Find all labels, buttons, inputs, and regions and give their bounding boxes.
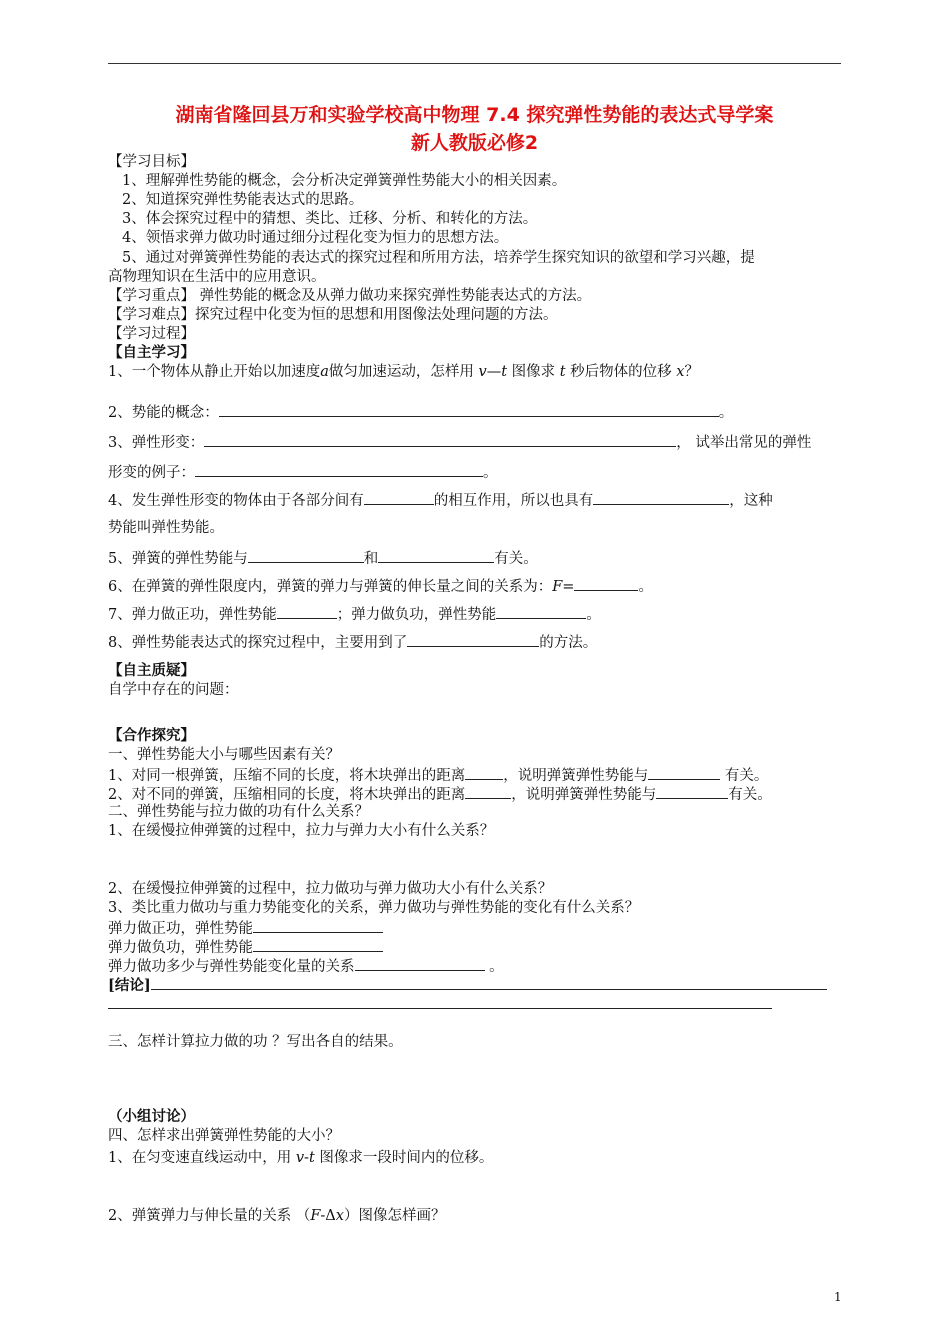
conclusion-line-2 bbox=[108, 994, 772, 1014]
negative-work-line: 弹力做负功，弹性势能 bbox=[108, 937, 383, 957]
cooperation-s1-q2: 2、对不同的弹簧，压缩相同的长度，将木块弹出的距离 ，说明弹簧弹性势能与 有关。 bbox=[108, 784, 772, 804]
self-study-heading: 【自主学习】 bbox=[108, 344, 195, 361]
self-study-q7: 7、弹力做正功，弹性势能 ；弹力做负功，弹性势能 。 bbox=[108, 604, 601, 624]
cooperation-s2-q1: 1、在缓慢拉伸弹簧的过程中，拉力与弹力大小有什么关系？ bbox=[108, 823, 495, 839]
goals-heading: 【学习目标】 bbox=[108, 154, 195, 170]
blank-line[interactable] bbox=[407, 632, 539, 647]
conclusion-blank[interactable] bbox=[108, 994, 772, 1009]
goal-item-4: 4、领悟求弹力做功时通过细分过程化变为恒力的思想方法。 bbox=[122, 230, 509, 246]
self-study-q6: 6、在弹簧的弹性限度内，弹簧的弹力与弹簧的伸长量之间的关系为：F= 。 bbox=[108, 576, 653, 596]
group-heading: （小组讨论） bbox=[108, 1108, 195, 1125]
page-number: 1 bbox=[834, 1290, 842, 1304]
blank-line[interactable] bbox=[656, 784, 728, 799]
self-question-heading: 【自主质疑】 bbox=[108, 662, 195, 679]
blank-line[interactable] bbox=[248, 548, 364, 563]
goal-item-5-cont: 高物理知识在生活中的应用意识。 bbox=[108, 269, 326, 285]
blank-line[interactable] bbox=[355, 956, 485, 971]
cooperation-s2-q2: 2、在缓慢拉伸弹簧的过程中，拉力做功与弹力做功大小有什么关系？ bbox=[108, 881, 553, 897]
cooperation-heading: 【合作探究】 bbox=[108, 727, 195, 744]
blank-line[interactable] bbox=[253, 918, 383, 933]
self-study-q5: 5、弹簧的弹性势能与 和 有关。 bbox=[108, 548, 538, 568]
blank-line[interactable] bbox=[465, 784, 511, 799]
group-q2: 2、弹簧弹力与伸长量的关系 （F-Δx）图像怎样画？ bbox=[108, 1208, 446, 1224]
blank-line[interactable] bbox=[378, 548, 494, 563]
blank-line[interactable] bbox=[195, 462, 483, 477]
conclusion-line: [结论] bbox=[108, 975, 827, 995]
group-section-4: 四、怎样求出弹簧弹性势能的大小？ bbox=[108, 1128, 340, 1144]
header-rule bbox=[108, 63, 841, 64]
blank-line[interactable] bbox=[648, 765, 720, 780]
blank-line[interactable] bbox=[496, 604, 586, 619]
relation-line: 弹力做功多少与弹性势能变化量的关系 。 bbox=[108, 956, 504, 976]
title-line-1: 湖南省隆回县万和实验学校高中物理 7.4 探究弹性势能的表达式导学案 bbox=[175, 104, 774, 126]
blank-line[interactable] bbox=[465, 765, 503, 780]
goal-item-2: 2、知道探究弹性势能表达式的思路。 bbox=[122, 192, 364, 208]
self-question-text: 自学中存在的问题： bbox=[108, 682, 239, 698]
cooperation-s2-q3: 3、类比重力做功与重力势能变化的关系，弹力做功与弹性势能的变化有什么关系？ bbox=[108, 900, 640, 916]
cooperation-section-2: 二、弹性势能与拉力做的功有什么关系？ bbox=[108, 804, 369, 820]
cooperation-section-3: 三、怎样计算拉力做的功 ？写出各自的结果。 bbox=[108, 1034, 403, 1050]
self-study-q3: 3、弹性形变： ， 试举出常见的弹性 bbox=[108, 432, 811, 452]
self-study-q3-cont: 形变的例子： 。 bbox=[108, 462, 498, 482]
blank-line[interactable] bbox=[364, 490, 434, 505]
self-study-q2: 2、势能的概念： 。 bbox=[108, 402, 733, 422]
process-heading: 【学习过程】 bbox=[108, 326, 195, 342]
conclusion-blank[interactable] bbox=[151, 975, 827, 990]
difficulties: 【学习难点】探究过程中化变为恒的思想和用图像法处理问题的方法。 bbox=[108, 307, 558, 323]
blank-line[interactable] bbox=[574, 576, 638, 591]
blank-line[interactable] bbox=[219, 402, 719, 417]
self-study-q4-cont: 势能叫弹性势能。 bbox=[108, 520, 224, 536]
goal-item-1: 1、理解弹性势能的概念，会分析决定弹簧弹性势能大小的相关因素。 bbox=[122, 173, 567, 189]
goal-item-3: 3、体会探究过程中的猜想、类比、迁移、分析、和转化的方法。 bbox=[122, 211, 538, 227]
blank-line[interactable] bbox=[204, 432, 676, 447]
blank-line[interactable] bbox=[593, 490, 729, 505]
self-study-q1: 1、一个物体从静止开始以加速度a做匀加速运动，怎样用 v—t 图像求 t 秒后物体的位移 x？ bbox=[108, 364, 699, 380]
positive-work-line: 弹力做正功，弹性势能 bbox=[108, 918, 383, 938]
self-study-q8: 8、弹性势能表达式的探究过程中，主要用到了 的方法。 bbox=[108, 632, 597, 652]
group-q1: 1、在匀变速直线运动中，用 v-t 图像求一段时间内的位移。 bbox=[108, 1150, 494, 1166]
cooperation-s1-q1: 1、对同一根弹簧，压缩不同的长度，将木块弹出的距离 ，说明弹簧弹性势能与 有关。 bbox=[108, 765, 768, 785]
title-line-2: 新人教版必修2 bbox=[410, 132, 539, 154]
blank-line[interactable] bbox=[253, 937, 383, 952]
self-study-q4: 4、发生弹性形变的物体由于各部分间有 的相互作用，所以也具有 ，这种 bbox=[108, 490, 773, 510]
key-points: 【学习重点】 弹性势能的概念及从弹力做功来探究弹性势能表达式的方法。 bbox=[108, 288, 592, 304]
blank-line[interactable] bbox=[277, 604, 337, 619]
cooperation-section-1: 一、弹性势能大小与哪些因素有关？ bbox=[108, 747, 340, 763]
goal-item-5: 5、通过对弹簧弹性势能的表达式的探究过程和所用方法，培养学生探究知识的欲望和学习兴趣，提 bbox=[122, 250, 755, 266]
